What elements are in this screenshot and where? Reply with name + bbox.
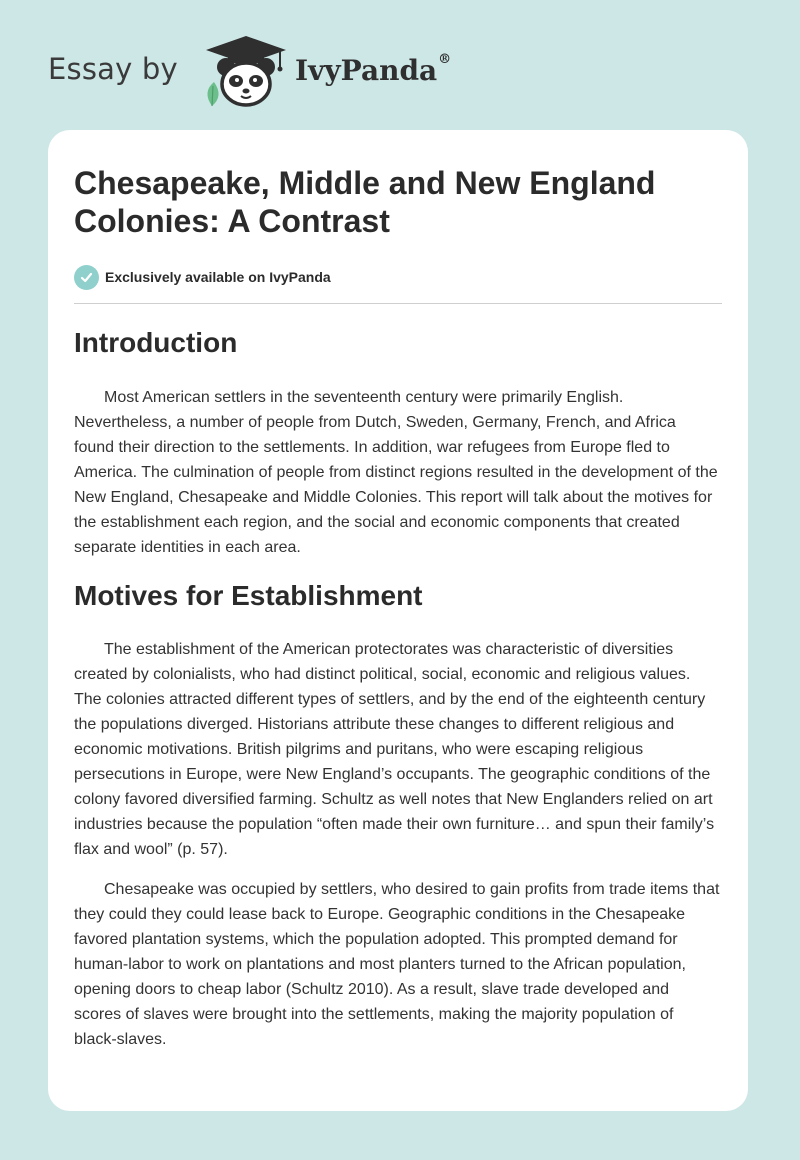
essay-title: Chesapeake, Middle and New England Colonies: A Contrast xyxy=(74,165,656,239)
essay-by-label: Essay by xyxy=(48,52,178,86)
essay-card xyxy=(48,130,748,1111)
paragraph-motives-1: The establishment of the American protectorates was characteristic of diversities created by colonialists, who had distinct political, social, economic and religious values. The colonies attracted different types of settlers, and by the end of the eighteenth century the populations diverged. Historians attribute these changes to different religious and economic motivations. British pilgrims and puritans, who were escaping religious persecutions in Europe, were New England’s occupants. The geographic conditions of the colony favored diversified farming. Schultz as well notes that New Englanders relied on art industries because the population “often made their own furniture… and spun their family’s flax and wool” (p. 57). xyxy=(74,641,715,858)
exclusive-label: Exclusively available on IvyPanda xyxy=(105,269,331,285)
title-divider xyxy=(74,303,722,304)
paragraph-motives-2: Chesapeake was occupied by settlers, who desired to gain profits from trade items that they could they could lease back to Europe. Geographic conditions in the Chesapeake favored plantation systems, which the population adopted. This prompted demand for human-labor to work on plantations and most planters turned to the African population, opening doors to cheap labor (Schultz 2010). As a result, slave trade developed and scores of slaves were brought into the settlements, making the majority population of black-slaves. xyxy=(74,881,720,1048)
exclusive-badge xyxy=(74,264,331,290)
check-icon xyxy=(74,265,99,290)
site-header xyxy=(48,34,508,114)
paragraph-introduction: Most American settlers in the seventeenth century were primarily English. Nevertheless, a number of people from Dutch, Sweden, Germany, French, and Africa found their direction to the settlements. In addition, war refugees from Europe fled to America. The culmination of people from distinct regions resulted in the development of the New England, Chesapeake and Middle Colonies. This report will talk about the motives for the establishment each region, and the social and economic components that created separate identities in each area. xyxy=(74,389,718,556)
section-heading-introduction: Introduction xyxy=(74,327,238,358)
registered-mark: ® xyxy=(438,52,452,67)
section-heading-motives: Motives for Establishment xyxy=(74,580,423,611)
panda-logo-icon[interactable] xyxy=(200,34,292,110)
brand-name[interactable]: IvyPanda® xyxy=(295,52,452,87)
